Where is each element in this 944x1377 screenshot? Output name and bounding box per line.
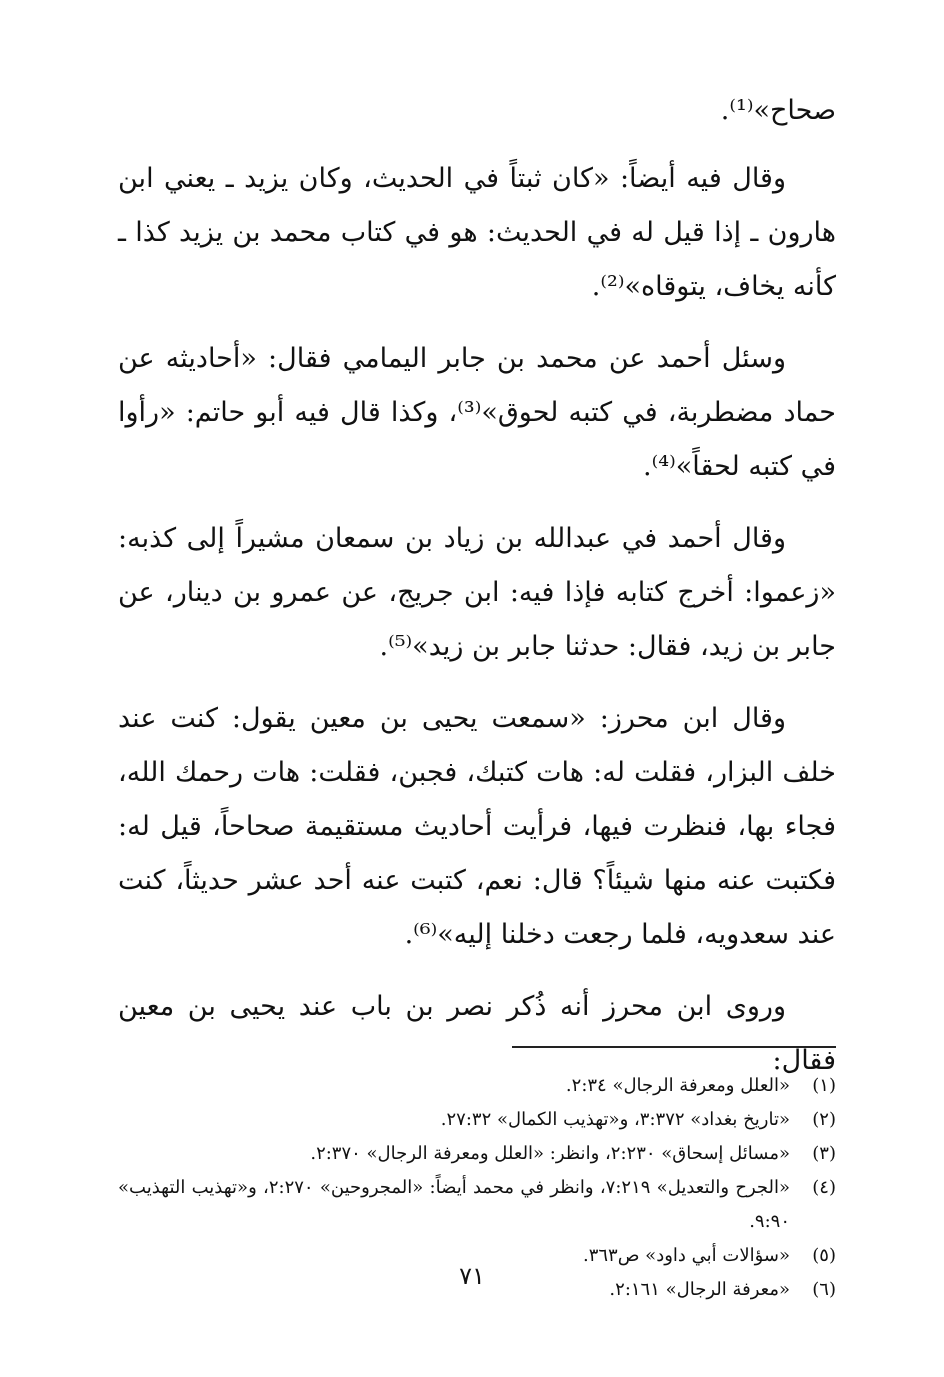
- paragraph: وقال ابن محرز: «سمعت يحيى بن معين يقول: كنت عند خلف البزار، فقلت له: هات كتبك، فجبن، فقلت: هات رحمك الله، فجاء بها، فنظرت فيها، فرأيت أحاديث مستقيمة صحاحاً، قيل له: فكتبت عنه منها شيئاً؟ قال: نعم، كتبت عنه أحد عشر حديثاً، كنت عند سعدويه، فلما رجعت دخلنا إليه»⁽⁶⁾.: [118, 703, 836, 950]
- footnote-text: «معرفة الرجال» ٢:١٦١.: [609, 1279, 790, 1300]
- footnote-text: «العلل ومعرفة الرجال» ٢:٣٤.: [565, 1075, 790, 1096]
- paragraph: وقال فيه أيضاً: «كان ثبتاً في الحديث، وكان يزيد ـ يعني ابن هارون ـ إذا قيل له في الحديث: هو في كتاب محمد بن يزيد كذا ـ كأنه يخاف، يتوقاه»⁽²⁾.: [118, 163, 836, 302]
- paragraph: وروى ابن محرز أنه ذُكر نصر بن باب عند يحيى بن معين فقال:: [118, 991, 836, 1076]
- footnote-number: (٥): [812, 1245, 836, 1266]
- page-number: ٧١: [459, 1262, 485, 1290]
- footnote-divider: [512, 1046, 836, 1048]
- footnote-number: (٣): [812, 1143, 836, 1164]
- footnote-number: (٢): [812, 1109, 836, 1130]
- footnote-item: [118, 1103, 836, 1137]
- paragraph: وقال أحمد في عبدالله بن زياد بن سمعان مشيراً إلى كذبه: «زعموا: أخرج كتابه فإذا فيه: ابن جريج، عن عمرو بن دينار، عن جابر بن زيد، فقال: حدثنا جابر بن زيد»⁽⁵⁾.: [118, 523, 836, 662]
- footnote-text: «مسائل إسحاق» ٢:٢٣٠، وانظر: «العلل ومعرفة الرجال» ٢:٣٧٠.: [310, 1143, 790, 1164]
- footnote-item: [118, 1137, 836, 1171]
- paragraph-continuation: صحاح»⁽¹⁾.: [720, 95, 836, 126]
- footnote-item: [118, 1171, 836, 1239]
- footnote-text: «تاريخ بغداد» ٣:٣٧٢، و«تهذيب الكمال» ٢٧:٣٢.: [440, 1109, 790, 1130]
- footnote-item: [118, 1069, 836, 1103]
- footnote-text: «الجرح والتعديل» ٧:٢١٩، وانظر في محمد أيضاً: «المجروحين» ٢:٢٧٠، و«تهذيب التهذيب» ٩:٩٠.: [118, 1177, 791, 1232]
- paragraph: وسئل أحمد عن محمد بن جابر اليمامي فقال: «أحاديثه عن حماد مضطربة، في كتبه لحوق»⁽³⁾، وكذا قال فيه أبو حاتم: «رأوا في كتبه لحقاً»⁽⁴⁾.: [118, 343, 837, 482]
- footnote-number: (١): [812, 1075, 836, 1096]
- footnote-number: (٦): [812, 1279, 836, 1300]
- footnote-number: (٤): [812, 1177, 836, 1198]
- footnote-text: «سؤالات أبي داود» ص٣٦٣.: [582, 1245, 790, 1266]
